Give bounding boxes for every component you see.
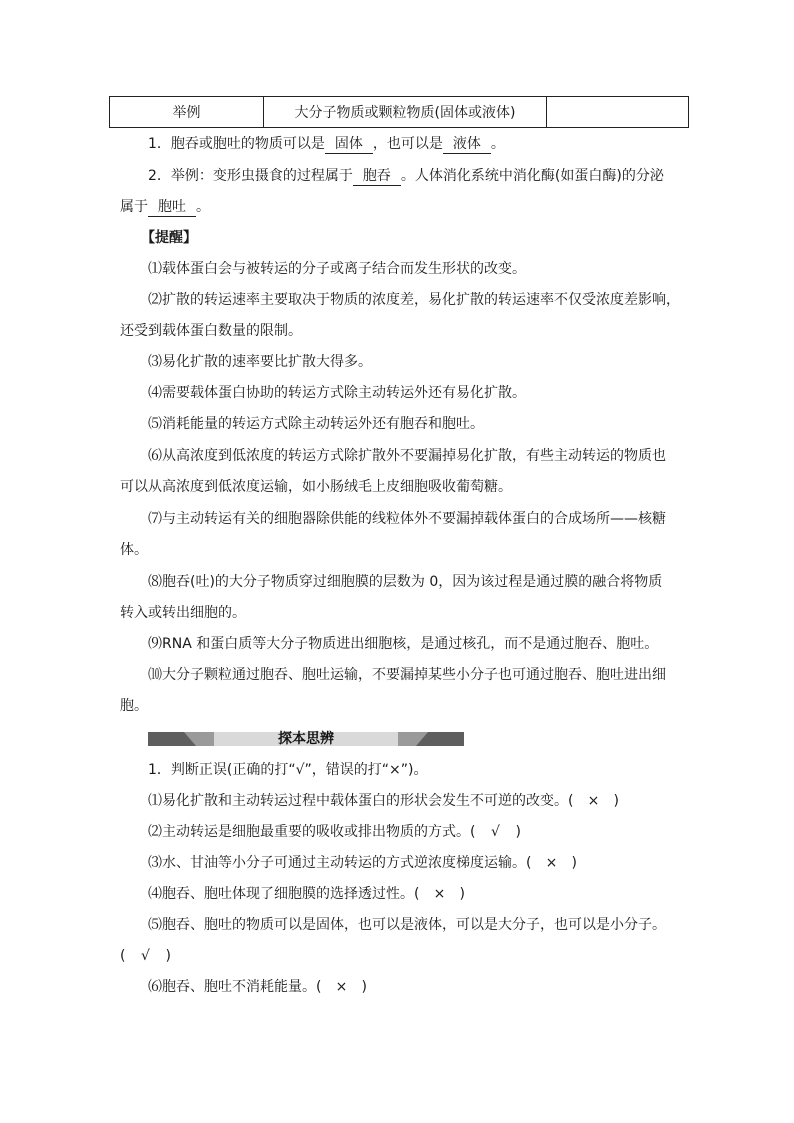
reminder-point-6: ⑹从高浓度到低浓度的转运方式除扩散外不要漏掉易化扩散，有些主动转运的物质也: [148, 448, 666, 464]
table-cell-example-label: 举例: [110, 97, 264, 128]
judge-answer-5: √: [141, 948, 150, 964]
fill-item-2-line2-suffix: 。: [196, 199, 210, 215]
blank-answer-endocytosis: 胞吞: [353, 168, 401, 186]
judge-question-4-text: ⑷胞吞、胞吐体现了细胞膜的选择透过性。(: [148, 886, 420, 902]
fill-item-2-line1: [148, 166, 664, 186]
paren-close: ): [571, 855, 577, 871]
judge-question-2: [148, 822, 521, 842]
reminder-point-7: ⑺与主动转运有关的细胞器除供能的线粒体外不要漏掉载体蛋白的合成场所——核糖: [148, 511, 666, 527]
table-cell-example-value: 大分子物质或颗粒物质(固体或液体): [264, 97, 547, 128]
judge-answer-6: ×: [335, 979, 348, 995]
reminder-point-2-cont: 还受到载体蛋白数量的限制。: [120, 323, 302, 339]
judge-answer-1: ×: [587, 793, 600, 809]
reminder-point-7-cont: 体。: [120, 542, 148, 558]
judge-question-1-text: ⑴易化扩散和主动转运过程中载体蛋白的形状会发生不可逆的改变。(: [148, 793, 574, 809]
fill-item-2-line2: [120, 197, 210, 217]
section-title: 探本思辨: [278, 731, 334, 747]
reminder-heading: 【提醒】: [141, 230, 197, 246]
judge-question-5: ⑸胞吞、胞吐的物质可以是固体，也可以是液体，可以是大分子，也可以是小分子。: [148, 917, 666, 933]
reminder-point-1: ⑴载体蛋白会与被转运的分子或离子结合而发生形状的改变。: [148, 261, 526, 277]
reminder-point-8: ⑻胞吞(吐)的大分子物质穿过细胞膜的层数为 0，因为该过程是通过膜的融合将物质: [148, 574, 663, 590]
judge-question-6-text: ⑹胞吞、胞吐不消耗能量。(: [148, 979, 322, 995]
judge-answer-3: ×: [545, 855, 558, 871]
paren-close: ): [459, 886, 465, 902]
judge-answer-4: ×: [433, 886, 446, 902]
fill-item-2-line2-prefix: 属于: [120, 199, 148, 215]
table-cell-empty: [547, 97, 689, 128]
judge-intro: 1．判断正误(正确的打“√”，错误的打“×”)。: [148, 762, 428, 778]
paren-close: ): [361, 979, 367, 995]
reminder-point-2: ⑵扩散的转运速率主要取决于物质的浓度差，易化扩散的转运速率不仅受浓度差影响，: [148, 292, 680, 308]
fill-item-2-prefix: 2．举例：变形虫摄食的过程属于: [148, 168, 353, 184]
fill-item-1-prefix: 1．胞吞或胞吐的物质可以是: [148, 136, 325, 152]
paren-close: ): [515, 824, 521, 840]
reminder-point-8-cont: 转入或转出细胞的。: [120, 605, 246, 621]
judge-question-2-text: ⑵主动转运是细胞最重要的吸收或排出物质的方式。(: [148, 824, 476, 840]
paren-close: ): [165, 948, 171, 964]
fill-item-2-suffix: 。人体消化系统中消化酶(如蛋白酶)的分泌: [400, 168, 664, 184]
reminder-point-6-cont: 可以从高浓度到低浓度运输，如小肠绒毛上皮细胞吸收葡萄糖。: [120, 479, 512, 495]
reminder-point-9: ⑼RNA 和蛋白质等大分子物质进出细胞核，是通过核孔，而不是通过胞吞、胞吐。: [148, 636, 659, 652]
table-row: [110, 97, 689, 128]
judge-question-1: [148, 791, 619, 811]
fill-item-1-middle: ，也可以是: [372, 136, 443, 152]
reminder-point-10: ⑽大分子颗粒通过胞吞、胞吐运输，不要漏掉某些小分子也可通过胞吞、胞吐进出细: [148, 667, 666, 683]
judge-question-4: [148, 884, 465, 904]
reminder-point-5: ⑸消耗能量的转运方式除主动转运外还有胞吞和胞吐。: [148, 416, 484, 432]
blank-answer-liquid: 液体: [443, 136, 491, 154]
judge-question-3: [148, 853, 577, 873]
judge-answer-2: √: [491, 824, 500, 840]
reminder-point-4: ⑷需要载体蛋白协助的转运方式除主动转运外还有易化扩散。: [148, 385, 526, 401]
judge-question-5-answer-line: [120, 946, 171, 966]
blank-answer-exocytosis: 胞吐: [148, 199, 196, 217]
judge-question-6: [148, 977, 367, 997]
reminder-point-3: ⑶易化扩散的速率要比扩散大得多。: [148, 354, 372, 370]
paren-open: (: [120, 948, 126, 964]
reminder-point-10-cont: 胞。: [120, 698, 148, 714]
judge-question-3-text: ⑶水、甘油等小分子可通过主动转运的方式逆浓度梯度运输。(: [148, 855, 532, 871]
fill-item-1-suffix: 。: [490, 136, 505, 152]
summary-table-fragment: [109, 96, 689, 128]
blank-answer-solid: 固体: [325, 136, 373, 154]
fill-item-1: [148, 134, 505, 154]
paren-close: ): [613, 793, 619, 809]
section-banner: [148, 732, 464, 746]
